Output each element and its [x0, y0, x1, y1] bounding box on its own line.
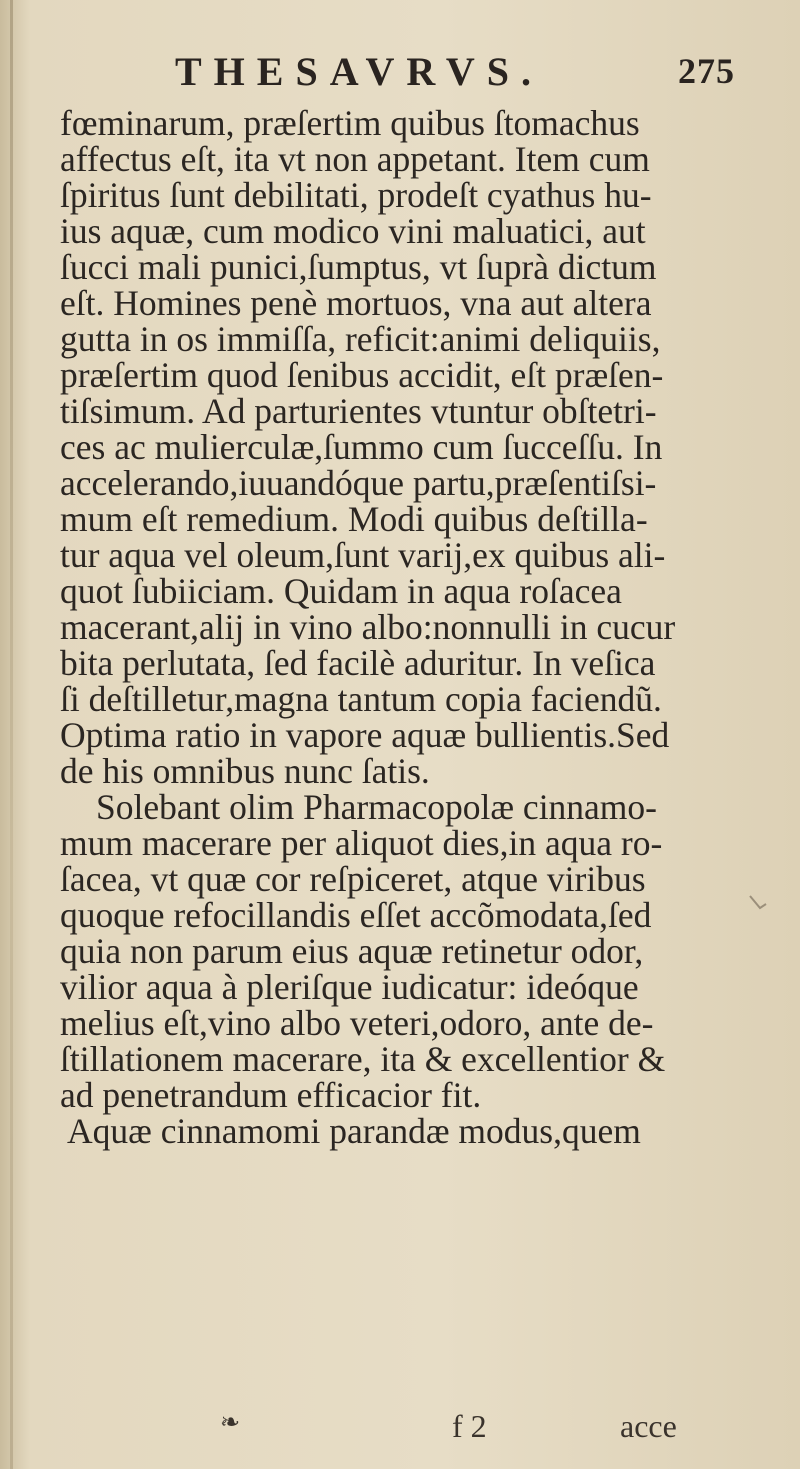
text-line: vilior aqua à pleriſque iudicatur: ideóque [60, 967, 639, 1007]
text-line: eſt. Homines penè mortuos, vna aut altera [60, 283, 652, 323]
page-number: 275 [678, 51, 735, 91]
text-line: ius aquæ, cum modico vini maluatici, aut [60, 211, 646, 251]
catchword: acce [620, 1408, 677, 1444]
text-line: ſi deſtilletur,magna tantum copia faciendũ. [60, 679, 662, 719]
signature-mark: f 2 [452, 1408, 487, 1444]
text-line: præſertim quod ſenibus accidit, eſt præſen- [60, 355, 664, 395]
text-line: quia non parum eius aquæ retinetur odor, [60, 931, 644, 971]
text-line: ſacea, vt quæ cor reſpiceret, atque viribus [60, 859, 646, 899]
text-line: ces ac mulierculæ,ſummo cum ſucceſſu. In [60, 427, 663, 467]
text-line: bita perlutata, ſed facilè aduritur. In veſica [60, 643, 656, 683]
text-line: ad penetrandum efficacior fit. [60, 1075, 482, 1115]
gutter-shadow [10, 0, 13, 1469]
text-line: gutta in os immiſſa, reficit:animi deliquiis, [60, 319, 661, 359]
section-heading-line: Aquæ cinnamomi parandæ modus,quem [67, 1111, 641, 1151]
text-line: tiſsimum. Ad parturientes vtuntur obſtetri- [60, 391, 657, 431]
fleuron-icon: ❧ [220, 1410, 241, 1436]
text-line: mum macerare per aliquot dies,in aqua ro- [60, 823, 663, 863]
text-line-paragraph-start: Solebant olim Pharmacopolæ cinnamo- [96, 787, 657, 827]
text-line: Optima ratio in vapore aquæ bullientis.Sed [60, 715, 670, 755]
text-line: fœminarum, præſertim quibus ſtomachus [60, 103, 640, 143]
ink-mark-icon [746, 890, 770, 914]
text-line: tur aqua vel oleum,ſunt varij,ex quibus ali- [60, 535, 666, 575]
text-line: ſucci mali punici,ſumptus, vt ſuprà dictum [60, 247, 657, 287]
page-footer [220, 1408, 780, 1448]
text-line: ſtillationem macerare, ita & excellentior & [60, 1039, 666, 1079]
text-line: quot ſubiiciam. Quidam in aqua roſacea [60, 571, 622, 611]
running-head: THESAVRVS. [175, 49, 543, 94]
text-line: de his omnibus nunc ſatis. [60, 751, 430, 791]
text-line: quoque refocillandis eſſet accõmodata,ſed [60, 895, 652, 935]
text-line: affectus eſt, ita vt non appetant. Item cum [60, 139, 650, 179]
text-line: melius eſt,vino albo veteri,odoro, ante de- [60, 1003, 654, 1043]
text-line: ſpiritus ſunt debilitati, prodeſt cyathus hu- [60, 175, 652, 215]
text-line: mum eſt remedium. Modi quibus deſtilla- [60, 499, 648, 539]
page-header [175, 48, 735, 98]
body-text [60, 105, 755, 1149]
text-line: accelerando,iuuandóque partu,præſentiſsi- [60, 463, 657, 503]
text-line: macerant,alij in vino albo:nonnulli in cucur [60, 607, 676, 647]
